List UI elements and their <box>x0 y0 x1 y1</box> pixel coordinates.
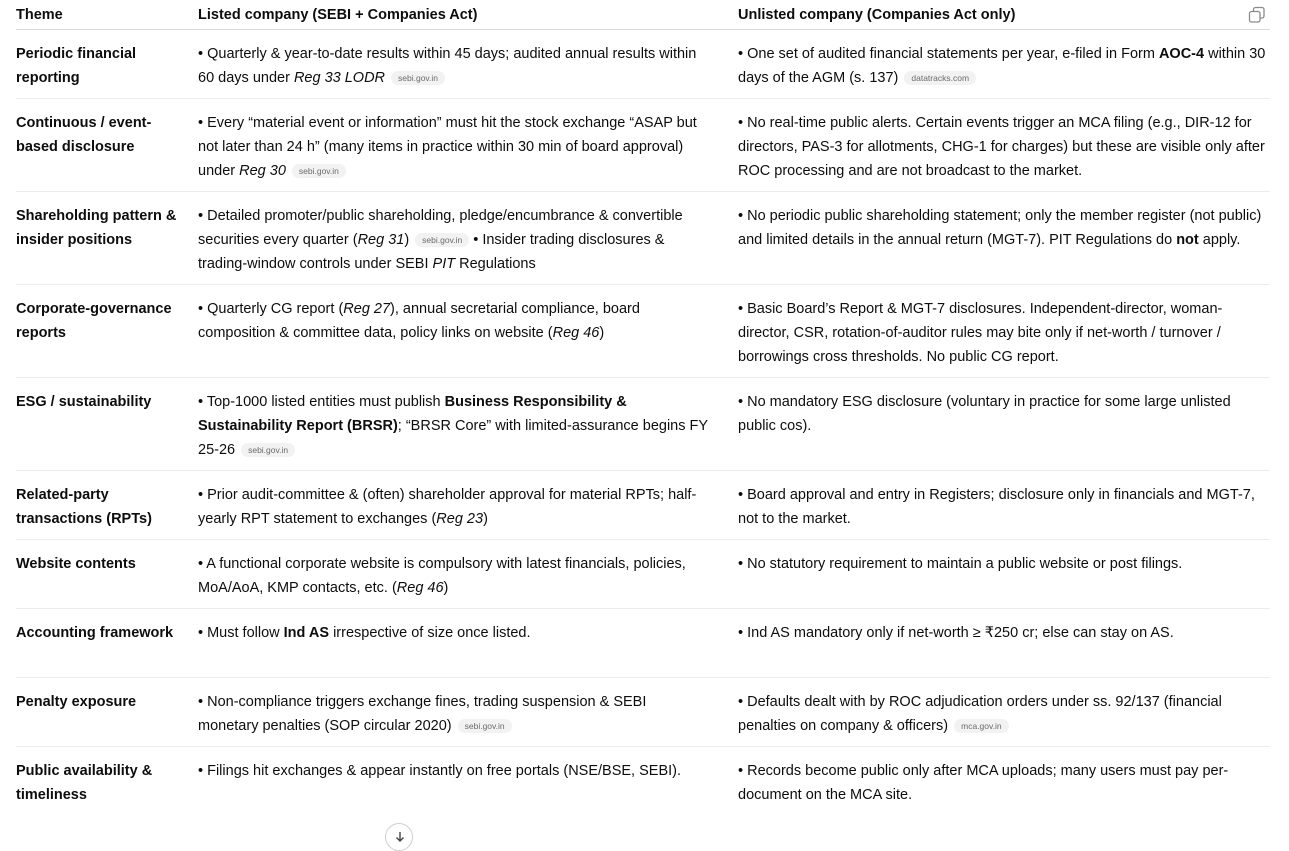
row-unlisted-cell <box>738 297 1270 377</box>
bold-text: Business Responsibility & Sustainability Report (BRSR) <box>198 394 627 434</box>
row-unlisted-cell <box>738 390 1270 470</box>
cell-text: • Basic Board’s Report & MGT-7 disclosures. Independent-director, woman-director, CSR, rotation-of-auditor rules may bite only if net-worth / turnover / borrowings cross thresholds. No public CG report. <box>738 301 1223 365</box>
row-unlisted-cell <box>738 621 1270 677</box>
row-theme: Penalty exposure <box>16 694 137 710</box>
header-theme: Theme <box>16 6 63 23</box>
cell-text: within 30 days of the AGM (s. 137) <box>738 46 1266 86</box>
regulation-ref: Reg 33 LODR <box>293 70 386 86</box>
row-theme: Continuous / event-based disclosure <box>16 115 152 155</box>
row-theme: Shareholding pattern & insider positions <box>16 208 177 248</box>
cell-text: • No real-time public alerts. Certain events trigger an MCA filing (e.g., DIR-12 for directors, PAS-3 for allotments, CHG-1 for charges) but these are visible only after ROC processing and are not broadcast to the market. <box>738 115 1265 179</box>
cell-text: • Must follow <box>198 625 284 641</box>
header-listed: Listed company (SEBI + Companies Act) <box>198 6 478 23</box>
cell-text: ; “BRSR Core” with limited-assurance begins FY 25-26 <box>198 418 708 458</box>
row-listed-cell <box>198 111 738 191</box>
source-chip[interactable]: sebi.gov.in <box>458 719 512 733</box>
cell-text: apply. <box>1198 232 1241 248</box>
row-unlisted-cell <box>738 204 1270 284</box>
cell-text: • Prior audit-committee & (often) shareholder approval for material RPTs; half-yearly RPT statement to exchanges ( <box>198 487 697 527</box>
source-chip[interactable]: sebi.gov.in <box>415 233 469 247</box>
row-theme: Periodic financial reporting <box>16 46 137 86</box>
arrow-down-icon <box>393 830 407 844</box>
cell-text: • One set of audited financial statements per year, e-filed in Form <box>738 46 1159 62</box>
table-row <box>16 609 1270 678</box>
cell-text: ) <box>443 580 449 596</box>
cell-text: ), annual secretarial compliance, board composition & committee data, policy links on website ( <box>198 301 640 341</box>
regulation-ref: Reg 46 <box>552 325 600 341</box>
row-unlisted-cell <box>738 552 1270 608</box>
row-listed-cell <box>198 759 738 807</box>
row-listed-cell <box>198 204 738 284</box>
regulation-ref: Reg 27 <box>343 301 391 317</box>
cell-text: • No statutory requirement to maintain a public website or post filings. <box>738 556 1183 572</box>
cell-text: • Defaults dealt with by ROC adjudication orders under ss. 92/137 (financial penalties on company & officers) <box>738 694 1222 734</box>
row-theme: ESG / sustainability <box>16 394 152 410</box>
scroll-down-button[interactable] <box>385 823 413 851</box>
table-row <box>16 540 1270 609</box>
source-chip[interactable]: sebi.gov.in <box>241 443 295 457</box>
row-listed-cell <box>198 690 738 746</box>
cell-text: irrespective of size once listed. <box>329 625 531 641</box>
bold-text: Ind AS <box>283 625 330 641</box>
row-unlisted-cell <box>738 759 1270 807</box>
table-row <box>16 285 1270 378</box>
cell-text: • Detailed promoter/public shareholding, pledge/encumbrance & convertible securities every quarter ( <box>198 208 683 248</box>
table-header <box>16 0 1270 30</box>
source-chip[interactable]: sebi.gov.in <box>391 71 445 85</box>
row-theme: Website contents <box>16 556 136 572</box>
regulation-ref: Reg 23 <box>436 511 484 527</box>
row-listed-cell <box>198 621 738 677</box>
comparison-table <box>16 0 1270 807</box>
cell-text: • Records become public only after MCA uploads; many users must pay per-document on the MCA site. <box>738 763 1229 803</box>
cell-text: • No periodic public shareholding statement; only the member register (not public) and limited details in the annual return (MGT-7). PIT Regulations do <box>738 208 1262 248</box>
regulation-ref: Reg 30 <box>239 163 286 179</box>
cell-text: ) <box>404 232 410 248</box>
cell-text: • Quarterly CG report ( <box>198 301 344 317</box>
table-row <box>16 378 1270 471</box>
row-listed-cell <box>198 390 738 470</box>
row-listed-cell <box>198 42 738 98</box>
cell-text: • No mandatory ESG disclosure (voluntary in practice for some large unlisted public cos). <box>738 394 1231 434</box>
regulation-ref: Reg 46 <box>396 580 444 596</box>
row-theme: Corporate-governance reports <box>16 301 172 341</box>
bold-text: AOC-4 <box>1158 46 1205 62</box>
row-theme: Public availability & timeliness <box>16 763 153 803</box>
cell-text: • Every “material event or information” must hit the stock exchange “ASAP but not later than 24 h” (many items in practice within 30 min of board approval) under <box>198 115 697 179</box>
regulation-ref: Reg 31 <box>357 232 405 248</box>
cell-text: • Non-compliance triggers exchange fines, trading suspension & SEBI monetary penalties (SOP circular 2020) <box>198 694 647 734</box>
cell-text: • Quarterly & year-to-date results within 45 days; audited annual results within 60 days under <box>198 46 697 86</box>
cell-text: • Top-1000 listed entities must publish <box>198 394 445 410</box>
row-listed-cell <box>198 483 738 539</box>
row-listed-cell <box>198 552 738 608</box>
table-row <box>16 99 1270 192</box>
row-theme: Related-party transactions (RPTs) <box>16 487 152 527</box>
row-listed-cell <box>198 297 738 377</box>
cell-text: ) <box>483 511 488 527</box>
row-unlisted-cell <box>738 111 1270 191</box>
cell-text: • Ind AS mandatory only if net-worth ≥ ₹250 cr; else can stay on AS. <box>738 625 1174 641</box>
table-row <box>16 192 1270 285</box>
cell-text: • A functional corporate website is compulsory with latest financials, policies, MoA/AoA, KMP contacts, etc. ( <box>198 556 686 596</box>
row-unlisted-cell <box>738 42 1270 98</box>
row-unlisted-cell <box>738 483 1270 539</box>
cell-text: • Filings hit exchanges & appear instantly on free portals (NSE/BSE, SEBI). <box>198 763 682 779</box>
cell-text: • Insider trading disclosures & trading-window controls under SEBI <box>198 232 665 272</box>
table-row <box>16 30 1270 99</box>
cell-text: Regulations <box>455 256 536 272</box>
source-chip[interactable]: datatracks.com <box>904 71 976 85</box>
cell-text: • Board approval and entry in Registers; disclosure only in financials and MGT-7, not to the market. <box>738 487 1255 527</box>
source-chip[interactable]: sebi.gov.in <box>292 164 346 178</box>
row-unlisted-cell <box>738 690 1270 746</box>
table-row <box>16 471 1270 540</box>
table-row <box>16 747 1270 807</box>
copy-icon[interactable] <box>1248 6 1266 24</box>
row-theme: Accounting framework <box>16 625 174 641</box>
source-chip[interactable]: mca.gov.in <box>954 719 1008 733</box>
cell-text: ) <box>599 325 605 341</box>
regulation-ref: PIT <box>432 256 456 272</box>
table-row <box>16 678 1270 747</box>
bold-text: not <box>1176 232 1199 248</box>
header-unlisted: Unlisted company (Companies Act only) <box>738 6 1016 23</box>
